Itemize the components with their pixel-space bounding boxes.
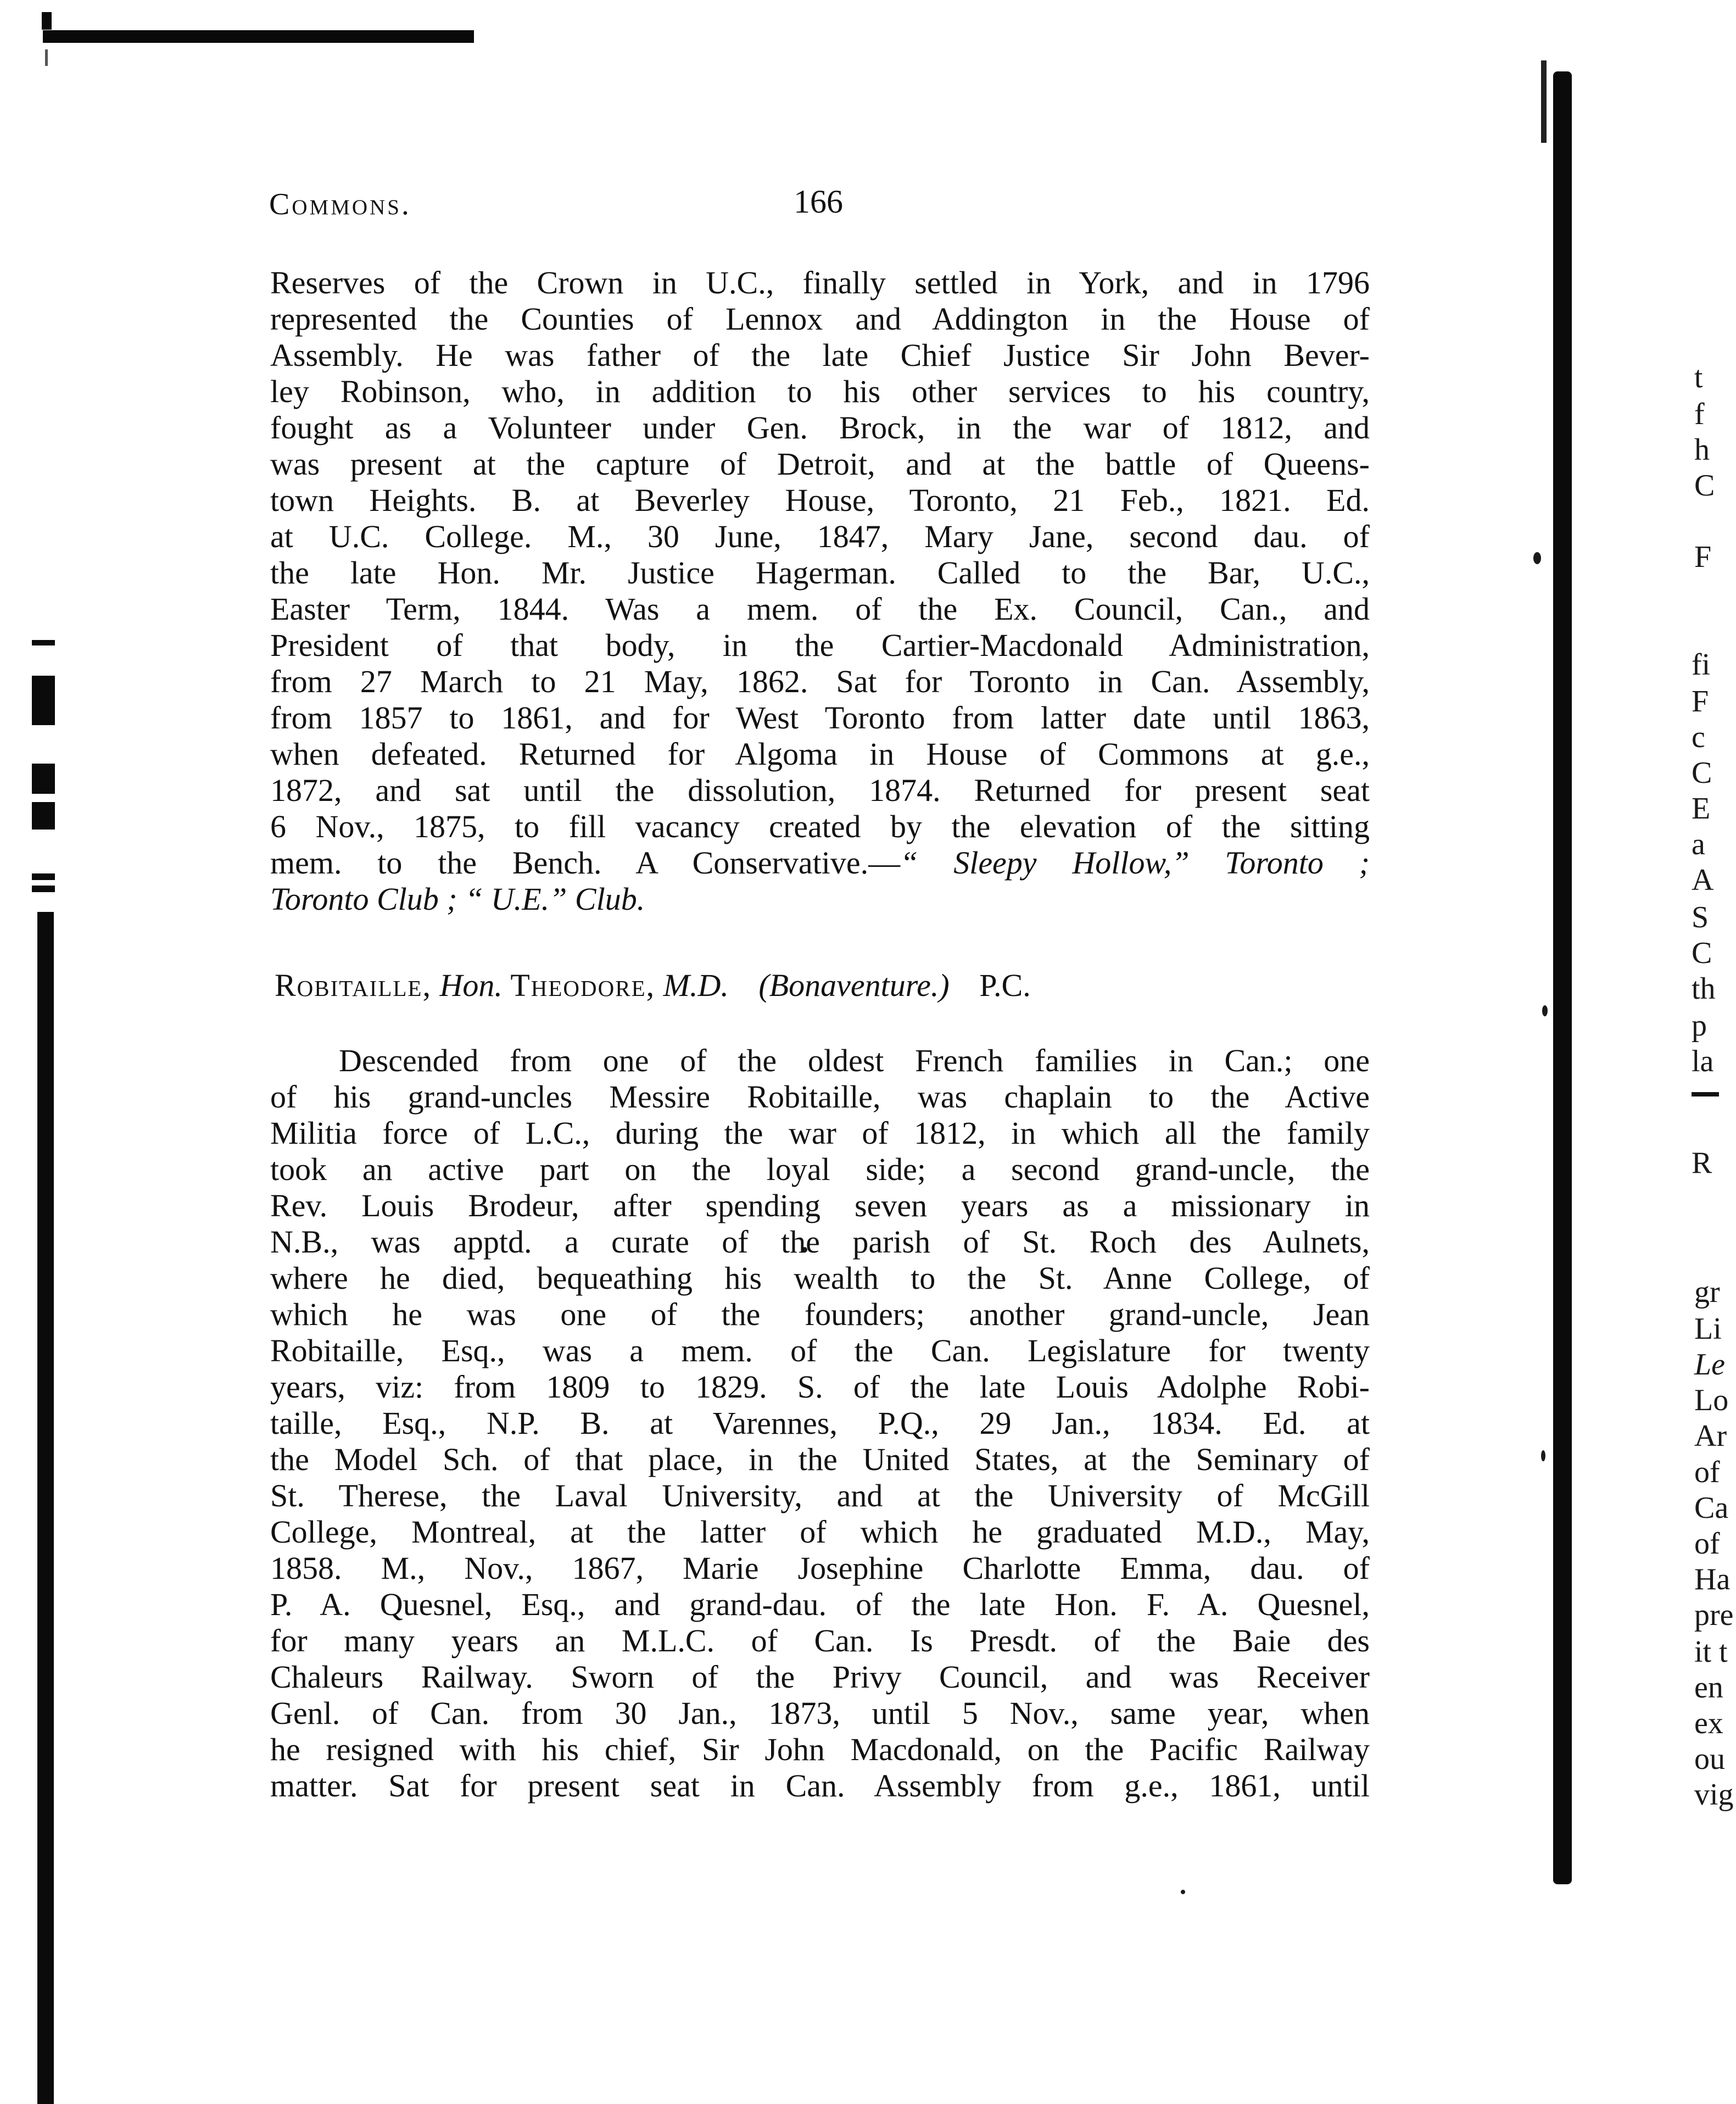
facing-page-rule [1692,1092,1719,1096]
facing-page-fragment: R [1692,1146,1712,1180]
facing-page-fragment: Li [1694,1312,1722,1346]
scan-mark [32,802,55,830]
text-line: took an active part on the loyal side; a second grand-uncle, the [270,1151,1370,1187]
facing-page-fragment: Lo [1694,1383,1729,1417]
ink-spot [1181,1890,1185,1894]
scan-mark [45,49,48,66]
text-line-with-address [270,845,1370,881]
facing-page-fragment: la [1692,1044,1714,1078]
facing-page-fragment: p [1692,1009,1707,1043]
text-line: Robitaille, Esq., was a mem. of the Can. Legislature for twenty [270,1333,1370,1368]
text-line: Easter Term, 1844. Was a mem. of the Ex. Council, Can., and [270,591,1370,627]
facing-page-fragment: C [1694,469,1715,503]
facing-page-fragment: fi [1692,648,1711,682]
facing-page-fragment: th [1692,972,1716,1006]
text-line: College, Montreal, at the latter of which he graduated M.D., May, [270,1514,1370,1550]
binding-edge [1541,60,1547,143]
page-number: 166 [794,183,843,220]
text-line: for many years an M.L.C. of Can. Is Presdt. of the Baie des [270,1623,1370,1658]
facing-page-fragment: pre [1694,1598,1734,1632]
text-line: N.B., was apptd. a curate of the parish of St. Roch des Aulnets, [270,1224,1370,1260]
text-line: 6 Nov., 1875, to fill vacancy created by the elevation of the sitting [270,809,1370,844]
text-line: was present at the capture of Detroit, and at the battle of Queens- [270,446,1370,482]
biography-entry-continued [270,265,1370,917]
scan-mark [32,886,55,892]
text-line: taille, Esq., N.P. B. at Varennes, P.Q., 29 Jan., 1834. Ed. at [270,1405,1370,1441]
scan-top-bar [43,30,474,43]
text-line: years, viz: from 1809 to 1829. S. of the late Louis Adolphe Robi- [270,1369,1370,1405]
address-part-2: Toronto Club ; “ U.E.” Club. [270,881,645,917]
facing-page-fragment: A [1692,863,1714,897]
biography-entry [270,1043,1370,1804]
scan-mark [32,640,55,645]
text-line-end: mem. to the Bench. A Conservative.— [270,845,901,881]
text-line: 1872, and sat until the dissolution, 1874. Returned for present seat [270,772,1370,808]
facing-page-fragment: C [1692,756,1712,790]
text-line: Genl. of Can. from 30 Jan., 1873, until 5 Nov., same year, when [270,1695,1370,1731]
facing-page-fragment: C [1692,936,1712,970]
entry-surname: Robitaille, [275,967,432,1003]
facing-page-fragment: S [1692,900,1709,934]
facing-page-fragment: of [1694,1527,1720,1561]
text-line: Assembly. He was father of the late Chief Justice Sir John Bever- [270,337,1370,373]
text-line: Descended from one of the oldest French families in Can.; one [339,1043,1370,1078]
text-line: at U.C. College. M., 30 June, 1847, Mary Jane, second dau. of [270,519,1370,554]
address-part-1: “ Sleepy Hollow,” Toronto ; [900,845,1370,881]
facing-page-fragment: en [1694,1671,1723,1705]
text-line: from 1857 to 1861, and for West Toronto from latter date until 1863, [270,700,1370,736]
entry-degree: M.D. [663,967,729,1003]
entry-title: Hon. [439,967,503,1003]
text-line: the late Hon. Mr. Justice Hagerman. Called to the Bar, U.C., [270,555,1370,591]
facing-page-fragment: of [1694,1455,1720,1489]
text-line: town Heights. B. at Beverley House, Toronto, 21 Feb., 1821. Ed. [270,482,1370,518]
scan-edge-strip [37,912,54,2104]
text-line: from 27 March to 21 May, 1862. Sat for Toronto in Can. Assembly, [270,664,1370,699]
text-line: ley Robinson, who, in addition to his other services to his country, [270,374,1370,409]
text-line: where he died, bequeathing his wealth to the St. Anne College, of [270,1260,1370,1296]
facing-page-fragment: Ha [1694,1562,1731,1596]
facing-page-fragment: Ar [1694,1419,1727,1453]
running-head: Commons. [269,187,411,221]
text-line: Reserves of the Crown in U.C., finally settled in York, and in 1796 [270,265,1370,300]
facing-page-fragment: gr [1694,1275,1720,1309]
text-line: which he was one of the founders; another grand-uncle, Jean [270,1296,1370,1332]
text-line: when defeated. Returned for Algoma in House of Commons at g.e., [270,736,1370,772]
facing-page-fragment: F [1692,684,1709,719]
text-line: 1858. M., Nov., 1867, Marie Josephine Charlotte Emma, dau. of [270,1550,1370,1586]
text-line: matter. Sat for present seat in Can. Assembly from g.e., 1861, until [270,1768,1370,1804]
scan-mark [32,764,55,794]
facing-page-fragment: ou [1694,1742,1725,1776]
facing-page-fragment: Le [1694,1348,1725,1382]
facing-page-fragment: h [1694,433,1710,467]
text-line: Chaleurs Railway. Sworn of the Privy Council, and was Receiver [270,1659,1370,1695]
facing-page-fragment: t [1694,360,1703,394]
facing-page-fragment: c [1692,720,1705,754]
text-line: St. Therese, the Laval University, and at the University of McGill [270,1478,1370,1513]
scan-mark [32,676,55,725]
facing-page-fragment: F [1694,540,1712,574]
ink-spot [1542,1005,1548,1016]
text-line: P. A. Quesnel, Esq., and grand-dau. of the late Hon. F. A. Quesnel, [270,1587,1370,1622]
entry-forename: Theodore, [510,967,656,1003]
entry-constituency: (Bonaventure.) [758,967,950,1003]
entry-suffix: P.C. [979,967,1031,1003]
facing-page-fragment: a [1692,827,1705,861]
ink-spot [1541,1450,1545,1461]
scan-mark [32,873,55,880]
facing-page-fragment: f [1694,397,1705,431]
text-line: the Model Sch. of that place, in the United States, at the Seminary of [270,1441,1370,1477]
text-line: fought as a Volunteer under Gen. Brock, in the war of 1812, and [270,410,1370,446]
text-line: represented the Counties of Lennox and Addington in the House of [270,301,1370,337]
text-line: he resigned with his chief, Sir John Macdonald, on the Pacific Railway [270,1732,1370,1767]
binding-shadow [1553,71,1572,1884]
facing-page-fragment: vig [1694,1778,1734,1812]
scan-mark [42,12,52,30]
address-line [270,881,1370,917]
ink-spot [1533,552,1541,564]
text-line: of his grand-uncles Messire Robitaille, was chaplain to the Active [270,1079,1370,1115]
text-line: President of that body, in the Cartier-Macdonald Administration, [270,627,1370,663]
text-line: Rev. Louis Brodeur, after spending seven years as a missionary in [270,1188,1370,1223]
facing-page-fragment: Ca [1694,1491,1729,1525]
facing-page-fragment: ex [1694,1706,1723,1740]
entry-heading [275,967,1031,1004]
facing-page-fragment: it t [1694,1635,1728,1669]
text-line: Militia force of L.C., during the war of 1812, in which all the family [270,1115,1370,1151]
facing-page-fragment: E [1692,792,1711,826]
